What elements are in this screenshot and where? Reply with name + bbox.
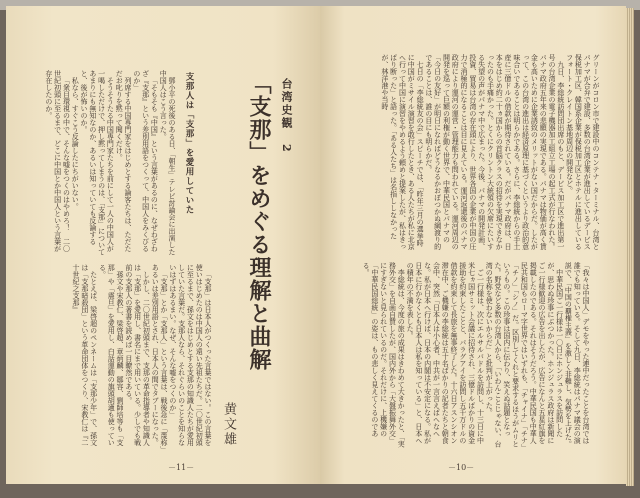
page-number-right: －10－ — [448, 463, 475, 472]
paragraph: 七日の「李総統友の会」スピーチでは、「昨年三月の選挙時に中国がミサイル演習を敢行したとき、ある人たちが私に北京へ行って中国に演習をやめるよう頼めと提案したが、私はきっぱり断った」と語った。「ある人たち」は名指ししなかったが、林洋港や当時 — [380, 54, 425, 250]
paragraph: 「そもそも『中国』という言葉があるのに、なぜわざわざ『支那』という差別用語をつくって、中国人をみくびるのか」 — [132, 70, 159, 252]
paragraph: 孫文や宋教仁、梁啓超、章炳麟、鄒容、劉師培等も「支那」や「震旦」を愛用し、白話運動の旗頭胡適も使っている。 — [98, 264, 125, 446]
series-number: 2 — [280, 144, 293, 154]
left-upper-text — [44, 70, 176, 258]
page-number-left: －11－ — [168, 463, 195, 472]
paragraph: ご一行様は、次にエルサルバドルを訪問し、十三日に中米七ヵ国サミット会議に招待され、三億ドルばかりの資金援助を約束したことと、パラグアイを訪問し五千万ドルの借款を約束して長旅を無事終了した。十六日アスンシオン滞在中、ご機嫌の李総統は五十名ばかりの記者たちと朝食会中、突然「日本人は小心者、中共が一言言えばへなへな。私が日本へ行けば、日本の内閣は不安定になる。私が日本に行かなくとも日本人は私を知っている」と、日本への積年の不満を表した。 — [406, 262, 485, 444]
page-stack-edge — [626, 8, 634, 486]
right-upper-text — [380, 54, 600, 250]
paragraph: 「支那」とか「支那人」という言葉は、戦後急に「蔑称」あるいは差別用語とされ、日本人の間でタブーになった。 — [151, 264, 169, 450]
paragraph: たとえば、梁啓超のペンネームは「支那少年」で、孫文は「支那暗殺団」という革命団体をつくり、宋教仁は『二十世紀之支那』 — [72, 264, 98, 446]
paragraph: そうそうたる中国専門家たちを前にして一人の中国人が一喝しただけで、押し黙ってしまうのは、「支那」についてあまりにも無知なのか、あるいは知っていても反論すると、後が怖いのか。 — [80, 70, 115, 256]
paragraph: 鄧小平の死後のある日、「朝生」テレビ討論会に出演した中国人はこう言った。 — [159, 70, 176, 256]
paragraph: 私なら、すぐこう反論したにちがいない。 — [71, 77, 80, 210]
paragraph: 「我々は中国人」デモをやった連中だったことを台湾では誰でも知っている。そして九日、李総統はパナマ議会の演説で、「中国の覇権主義」を激しく非難し、気勢を上げた。 — [564, 262, 590, 448]
paragraph: しかし、二〇世紀初頭まで、支那の革命指導者や知識人は「支那」を愛用し、書名にまで用いている。少しでも戦前の支那人の著書を読めば一目瞭然である。 — [124, 264, 151, 446]
section-subheading: 支那人は「支那」を愛用していた — [184, 72, 194, 215]
paragraph: グリーンがコロン市で建設中のコンテナ・ターミナル、台湾とパナマが合弁で建設、多数の台湾企業が進出しているデービス保税加工区、韓国系企業が保税加工区とホテルに進出しているフォート・クレイトン基地周辺の開発など。 — [565, 54, 600, 250]
paragraph: 列席する中国専門家をはじめとする論客たちは、ただただお叱りを黙って聞くだけ。 — [115, 70, 133, 252]
left-lower-text — [71, 264, 212, 452]
series-label — [278, 78, 294, 154]
paragraph: 九日、李総統訪問団出席のもと、デービス加工区で進出第一号の台湾企業の電子機器加工組立工場の起工式が行なわれた。パナマ政府五年来の悲願の実現である。パナマは物価が高く賃金も高いために企業誘致のメリットがない国だからだ。したがって、この台湾の進出は経済原理に基づくというより政治的意味合いであることは明らかである。さらに、李総統からの手土産に三億ドルの借款が期待されている。だがパナマ政府は、日本をはじめ約二十ヵ国からの首脳クラスの招待を実現できなかったのも手痛かった。とくにクリントン大統領の欠席にたいする失望の声がパナマ中で広まった。今後、パナマの開発計画、投資、貿易は台湾の存在頭により、世界各国の企業が中国の圧力で消極的になることは目に見えている。運河返還後のパナマ政府により運河の運営・管理能力も問われている。運河周辺の開発を巡って巨額の利権が動く世界で、中華民国とパナマの「今日の友好」が明日になればどうなるかおぼつかぬ綱渡り的であることは、誰の目にも明らかだ。 — [424, 54, 565, 250]
paragraph: 李総統は、今度の旅の成果はきわめて大きかったと、「実務外交」を自画自賛したが、国内外から「大盤振舞外交」にすぎないと見られているのだ。それだけに、上機嫌の「中華民国総統」の姿は、もの悲しく見えてくるのである。 — [362, 262, 406, 448]
series-name: 台湾史観 — [280, 78, 293, 130]
paragraph: 中華民国ご一行様は一〇日にホンジュラスを訪問したが、思わぬ珍事にぶつかった。ホンジュラス政府は新聞にご一行様歓迎の広告を出したが、広告になんと五星紅旗を掲載したのである。それはそうだろう。中華民国も中華人民共和国もローマ字世界ではいずれも、「チャイナ」「チナ」「チノ」「シノ」だ。区別してくれと要求するほうがムリというもの。この珍事は国内に伝わり、笑えぬ話題となった。野党など多数の台湾人から、「いわんことじゃない、台湾の名称を使わないからだ」と批判が上がった。 — [485, 262, 564, 448]
paragraph: 「衆目環視の中で、そんな嘘をつくのはやめろ！ 二〇世紀初頭に至るまで、どこに中国とか中国人という言葉が存在したのか。 — [44, 70, 71, 252]
paragraph: 「支那」は日本人がつくった言葉ではない。この言葉を使いはじめたのは中国人の遠い先祖たちだ。二〇世紀初頭に至るまで、孫文をはじめとする支那の知識人たちが愛用していた言葉だ。支那人なら、それぐらいのことを知らないはずはあるまい。なぜ、そんな嘘をつくのか」 — [168, 264, 212, 446]
author-name: 黄文雄 — [221, 402, 236, 447]
article-title: 「支那」をめぐる理解と曲解 — [246, 72, 272, 371]
right-lower-text — [361, 262, 590, 450]
